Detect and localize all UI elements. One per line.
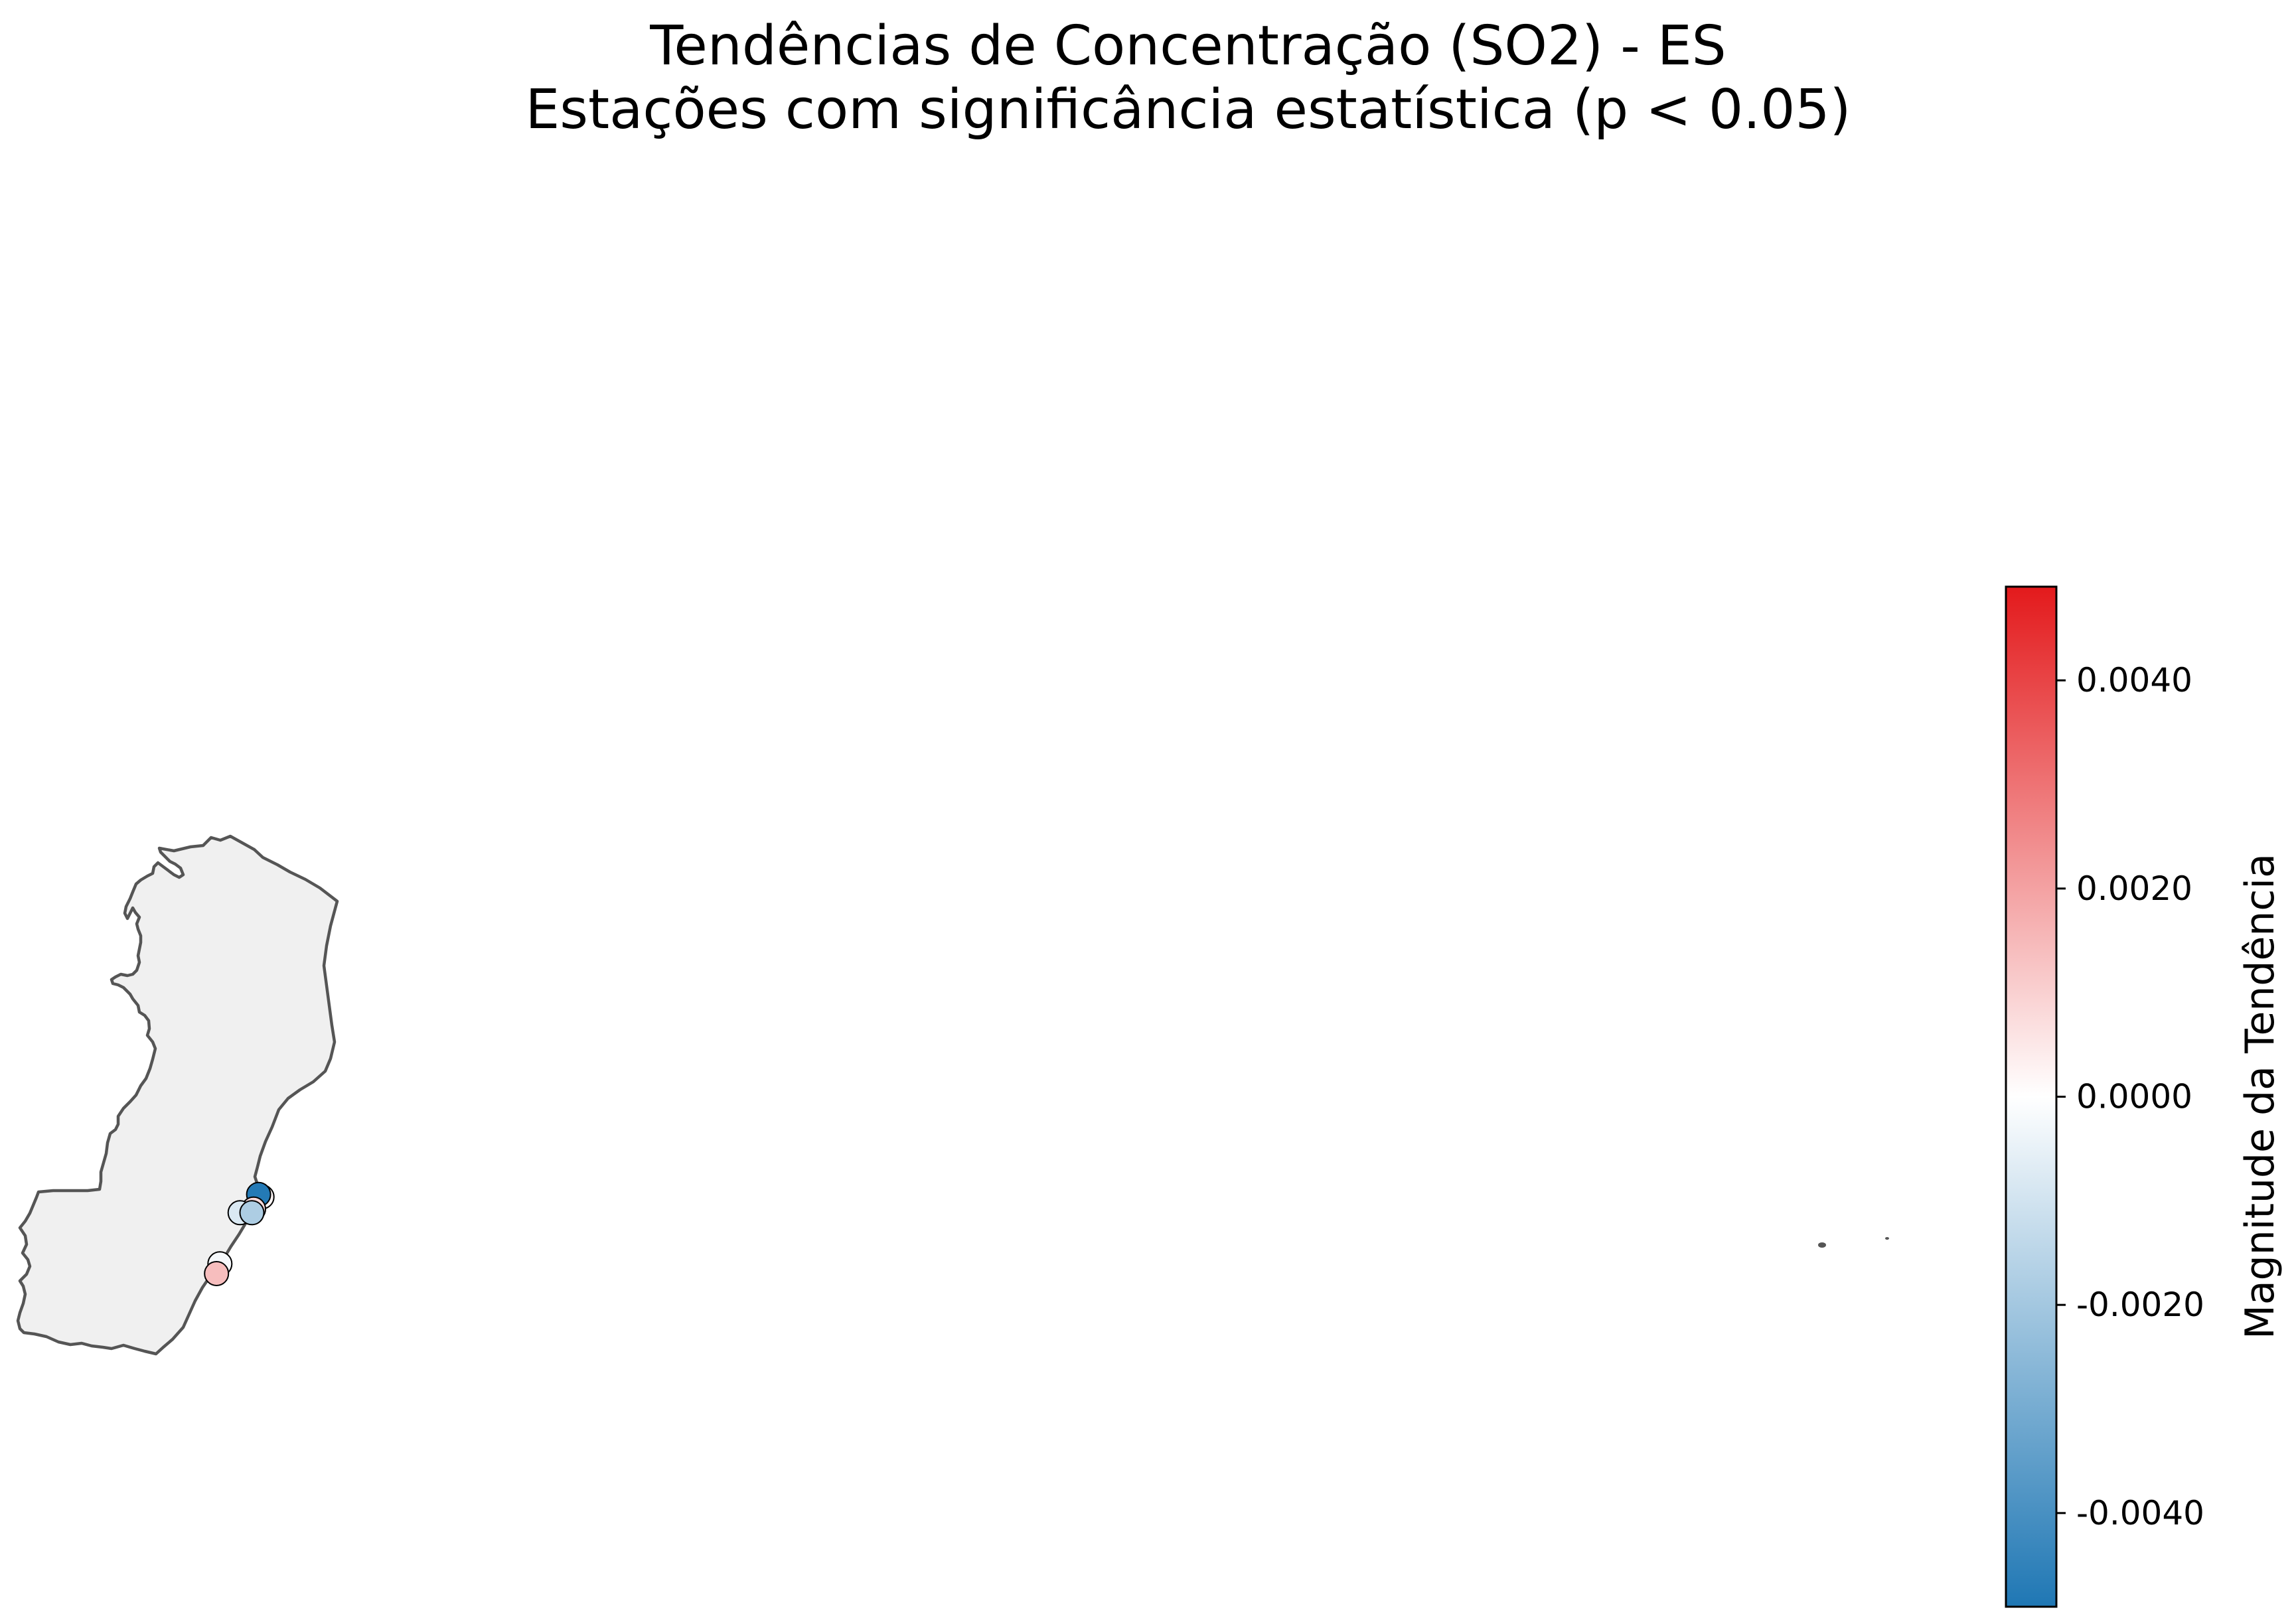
colorbar bbox=[2006, 587, 2056, 1607]
colorbar-tick-label: 0.0000 bbox=[2076, 1077, 2192, 1116]
colorbar-tick-label: 0.0020 bbox=[2076, 869, 2192, 908]
colorbar-ticks bbox=[2056, 661, 2204, 1532]
island-trindade bbox=[1818, 1242, 1826, 1248]
island-martin-vaz bbox=[1885, 1237, 1889, 1240]
state-outline-es bbox=[18, 836, 337, 1354]
chart-title-line1: Tendências de Concentração (SO2) - ES bbox=[650, 15, 1726, 78]
station-marker bbox=[240, 1201, 264, 1224]
colorbar-label: Magnitude da Tendência bbox=[2237, 853, 2283, 1339]
colorbar-tick-label: -0.0040 bbox=[2076, 1493, 2204, 1532]
colorbar-tick-label: 0.0040 bbox=[2076, 661, 2192, 700]
chart-title-line2: Estações com significância estatística (p < 0.05) bbox=[525, 78, 1851, 141]
colorbar-tick-label: -0.0020 bbox=[2076, 1286, 2204, 1325]
station-marker bbox=[204, 1262, 228, 1286]
